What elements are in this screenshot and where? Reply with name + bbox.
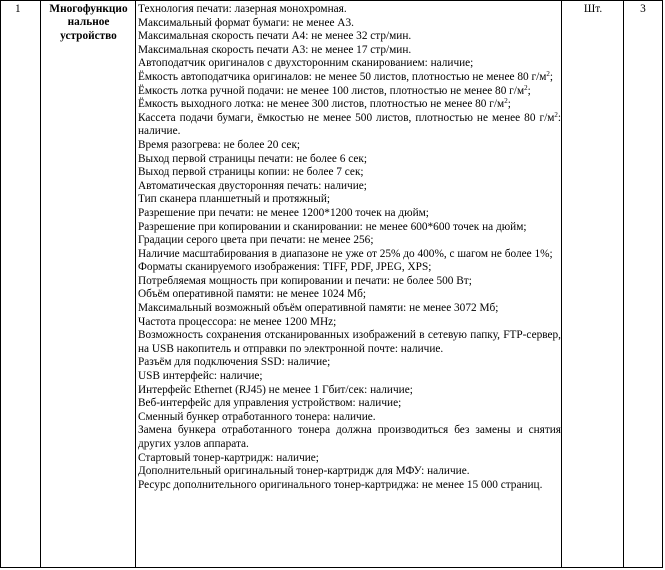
- spec-line: Ёмкость выходного лотка: не менее 300 листов, плотностью не менее 80 $г/м^2$;: [138, 97, 511, 111]
- column-divider: [135, 1, 136, 567]
- spec-line: Сменный бункер отработанного тонера: наличие.: [138, 410, 376, 423]
- column-divider: [40, 1, 41, 567]
- spec-line: Ёмкость лотка ручной подачи: не менее 100 листов, плотностью не менее 80 $г/м^2$;: [138, 83, 531, 97]
- spec-line: Наличие масштабирования в диапазоне не уже от 25% до 400%, с шагом не более 1%;: [138, 247, 553, 260]
- spec-line: Дополнительный оригинальный тонер-картридж для МФУ: наличие.: [138, 465, 470, 478]
- superscript: 2: [504, 97, 508, 106]
- spec-line: Технология печати: лазерная монохромная.: [138, 3, 347, 15]
- spec-line: Максимальная скорость печати А3: не менее 17 стр/мин.: [138, 43, 412, 56]
- spec-line: Ресурс дополнительного оригинального тонер-картриджа: не менее 15 000 страниц.: [138, 478, 543, 491]
- spec-line: Разъём для подключения SSD: наличие;: [138, 356, 331, 369]
- spec-line: Максимальный формат бумаги: не менее А3.: [138, 16, 354, 29]
- spec-line: Максимальная скорость печати А4: не менее 32 стр/мин.: [138, 30, 412, 43]
- spec-line: Автоматическая двусторонняя печать: наличие;: [138, 179, 367, 192]
- spec-line: Интерфейс Ethernet (RJ45) не менее 1 Гбит/сек: наличие;: [138, 383, 413, 396]
- spec-line: Тип сканера планшетный и протяжный;: [138, 193, 330, 206]
- spec-line: Замена бункера отработанного тонера должна производиться без замены и снятия других узлов аппарата.: [138, 424, 561, 450]
- spec-line: USB интерфейс: наличие;: [138, 370, 263, 383]
- spec-line: Градации серого цвета при печати: не менее 256;: [138, 234, 374, 247]
- spec-line: Выход первой страницы копии: не более 7 сек;: [138, 166, 364, 179]
- spec-line: Выход первой страницы печати: не более 6 сек;: [138, 152, 368, 165]
- superscript: 2: [524, 83, 528, 92]
- column-divider: [561, 1, 562, 567]
- spec-line: Потребляемая мощность при копировании и печати: не более 500 Вт;: [138, 274, 472, 287]
- column-divider: [623, 1, 624, 567]
- row-number: 1: [15, 3, 21, 15]
- superscript: 2: [546, 69, 550, 78]
- spec-line: Кассета подачи бумаги, ёмкостью не менее 500 листов, плотностью не менее 80 $г/м^2$: наличие.: [138, 110, 561, 138]
- spec-line: Время разогрева: не более 20 сек;: [138, 138, 301, 151]
- spec-line: Веб-интерфейс для управления устройством: наличие;: [138, 397, 402, 410]
- spec-line: Стартовый тонер-картридж: наличие;: [138, 451, 319, 464]
- spec-line: Частота процессора: не менее 1200 MHz;: [138, 315, 337, 328]
- spec-line: Форматы сканируемого изображения: TIFF, PDF, JPEG, XPS;: [138, 261, 432, 274]
- spec-line: Разрешение при печати: не менее 1200*1200 точек на дюйм;: [138, 206, 429, 219]
- spec-line: Ёмкость автоподатчика оригиналов: не менее 50 листов, плотностью не менее 80 $г/м^2$;: [138, 69, 554, 83]
- spec-list: [138, 3, 561, 492]
- quantity: 3: [640, 3, 646, 15]
- item-name: Многофункцио нальное устройство: [49, 3, 128, 42]
- spec-line: Объём оперативной памяти: не менее 1024 Мб;: [138, 288, 367, 301]
- spec-line: Возможность сохранения отсканированных изображений в сетевую папку, FTP-сервер, на USB накопитель и отправки по электронной почте: наличие.: [138, 329, 561, 355]
- spec-line: Разрешение при копировании и сканировании: не менее 600*600 точек на дюйм;: [138, 220, 527, 233]
- superscript: 2: [554, 110, 558, 119]
- spec-line: Максимальный возможный объём оперативной памяти: не менее 3072 Мб;: [138, 302, 499, 315]
- unit-of-measure: Шт.: [583, 3, 603, 15]
- spec-line: Автоподатчик оригиналов с двухсторонним сканированием: наличие;: [138, 57, 474, 70]
